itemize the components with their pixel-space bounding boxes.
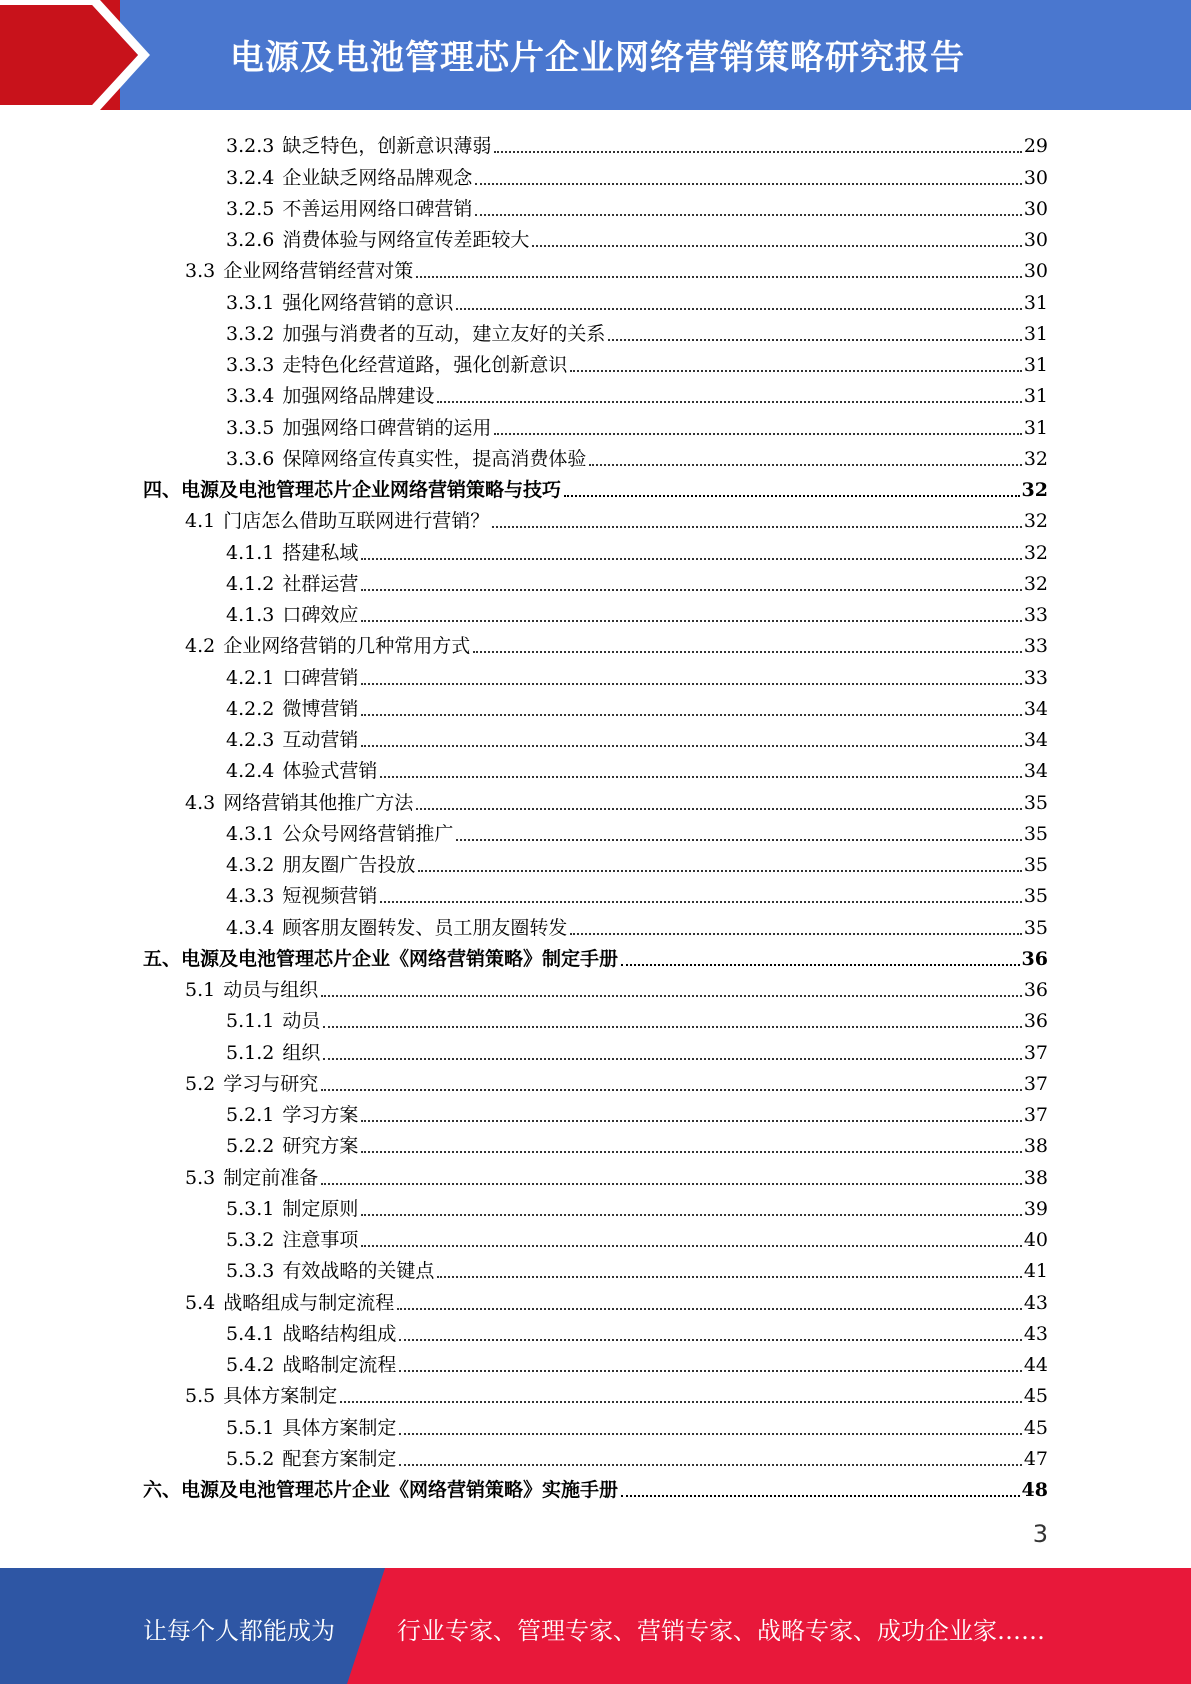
dot-leader	[361, 558, 1021, 560]
toc-entry-page: 30	[1023, 260, 1048, 283]
toc-entry-number: 4.2.4	[226, 760, 275, 783]
toc-entry-text: 配套方案制定	[282, 1447, 397, 1470]
toc-entry-label	[226, 1322, 396, 1346]
toc-entry-label	[185, 1072, 318, 1096]
dot-leader	[621, 1495, 1020, 1497]
dot-leader	[492, 526, 1022, 528]
dot-leader	[570, 370, 1021, 372]
toc-entry-page: 39	[1023, 1197, 1048, 1220]
toc-entry-label	[226, 447, 586, 471]
dot-leader	[361, 589, 1021, 591]
toc-entry-text: 具体方案制定	[223, 1385, 338, 1408]
toc-entry-page: 32	[1023, 510, 1048, 533]
toc-entry-text: 口碑营销	[282, 666, 359, 689]
toc-entry-label	[226, 884, 377, 908]
toc-entry-page: 32	[1021, 479, 1048, 501]
toc-entry-label	[226, 291, 453, 315]
toc-entry-text: 加强网络口碑营销的运用	[282, 416, 492, 439]
toc-entry-number: 4.3.1	[226, 822, 275, 845]
toc-entry-number: 4.2.1	[226, 666, 275, 689]
toc-entry-page: 35	[1023, 822, 1048, 845]
toc-entry-text: 强化网络营销的意识	[282, 291, 454, 314]
toc-entry-number: 3.3.2	[226, 322, 275, 345]
chevron-arrow-icon	[0, 0, 160, 110]
dot-leader	[361, 1120, 1021, 1122]
document-title: 电源及电池管理芯片企业网络营销策略研究报告	[230, 38, 965, 78]
toc-entry-page: 35	[1023, 885, 1048, 908]
toc-entry-page: 35	[1023, 791, 1048, 814]
dot-leader	[380, 901, 1021, 903]
toc-entry[interactable]	[0, 377, 1191, 408]
toc-entry-number: 3.3	[185, 260, 216, 283]
dot-leader	[361, 683, 1021, 685]
toc-entry-label	[226, 916, 567, 940]
page-number: 3	[1032, 1520, 1048, 1548]
toc-entry-page: 36	[1021, 947, 1048, 970]
toc-entry-label	[226, 1228, 358, 1252]
dot-leader	[361, 1214, 1021, 1216]
toc-entry-page: 32	[1023, 572, 1048, 595]
toc-entry[interactable]	[0, 1002, 1191, 1033]
toc-entry-label	[226, 384, 434, 408]
dot-leader	[608, 339, 1021, 341]
toc-entry-label	[226, 666, 358, 690]
toc-entry[interactable]	[0, 690, 1191, 721]
toc-entry[interactable]	[0, 1377, 1191, 1408]
toc-entry-number: 4.3	[185, 791, 216, 814]
toc-entry-number: 5.4	[185, 1291, 216, 1314]
toc-entry-label	[185, 1384, 337, 1408]
toc-entry-text: 企业网络营销的几种常用方式	[223, 635, 471, 658]
dot-leader	[361, 620, 1021, 622]
toc-entry-label	[226, 197, 472, 221]
dot-leader	[456, 308, 1021, 310]
toc-entry[interactable]	[0, 783, 1191, 814]
toc-entry-page: 45	[1023, 1416, 1048, 1439]
toc-entry-text: 六、电源及电池管理芯片企业《网络营销策略》实施手册	[143, 1479, 619, 1501]
toc-entry[interactable]	[0, 471, 1191, 502]
toc-entry-page: 33	[1023, 604, 1048, 626]
dot-leader	[589, 464, 1021, 466]
toc-entry-text: 注意事项	[282, 1229, 359, 1251]
toc-entry-text: 互动营销	[282, 729, 359, 751]
toc-entry-number: 5.4.1	[226, 1322, 275, 1345]
toc-entry[interactable]	[0, 721, 1191, 752]
toc-entry-label	[226, 353, 567, 377]
toc-entry-text: 组织	[282, 1041, 321, 1064]
toc-entry[interactable]	[0, 1440, 1191, 1471]
dot-leader	[399, 1433, 1021, 1435]
toc-entry-page: 30	[1023, 166, 1048, 189]
toc-entry-number: 3.2.4	[226, 166, 275, 189]
dot-leader	[418, 870, 1021, 872]
toc-entry-label	[226, 1103, 358, 1127]
toc-entry[interactable]	[0, 346, 1191, 377]
toc-entry-page: 35	[1023, 916, 1048, 939]
toc-entry-page: 34	[1023, 729, 1048, 751]
toc-entry-label	[226, 572, 358, 596]
dot-leader	[321, 1089, 1022, 1091]
toc-entry[interactable]	[0, 1033, 1191, 1064]
toc-entry[interactable]	[0, 1158, 1191, 1189]
toc-entry-number: 4.1	[185, 510, 216, 533]
dot-leader	[532, 245, 1021, 247]
toc-entry[interactable]	[0, 315, 1191, 346]
toc-entry[interactable]	[0, 940, 1191, 971]
toc-entry-label	[185, 791, 413, 815]
toc-entry-page: 31	[1023, 322, 1048, 345]
dot-leader	[570, 933, 1021, 935]
dot-leader	[475, 183, 1021, 185]
toc-entry-page: 37	[1023, 1072, 1048, 1095]
toc-entry-label	[226, 228, 529, 252]
toc-entry-label	[226, 822, 453, 846]
toc-entry-page: 40	[1023, 1229, 1048, 1251]
dot-leader	[437, 1276, 1021, 1278]
toc-entry-label	[185, 1166, 318, 1190]
toc-entry[interactable]	[0, 1471, 1191, 1502]
dot-leader	[397, 1308, 1022, 1310]
toc-entry[interactable]	[0, 502, 1191, 533]
toc-entry-number: 3.2.5	[226, 197, 275, 220]
dot-leader	[361, 714, 1021, 716]
toc-entry-number: 3.3.3	[226, 354, 275, 376]
toc-entry-text: 战略组成与制定流程	[223, 1291, 395, 1314]
toc-entry[interactable]	[0, 908, 1191, 939]
toc-entry[interactable]	[0, 1315, 1191, 1346]
dot-leader	[399, 1339, 1021, 1341]
toc-entry-page: 35	[1023, 854, 1048, 876]
footer-slogan-left: 让每个人都能成为	[143, 1617, 335, 1645]
toc-entry-number: 4.2.3	[226, 729, 275, 751]
toc-entry-number: 5.1.2	[226, 1041, 275, 1064]
toc-entry-page: 30	[1023, 197, 1048, 220]
toc-entry-label	[143, 947, 618, 971]
toc-entry[interactable]	[0, 1190, 1191, 1221]
toc-entry-label	[226, 166, 472, 190]
dot-leader	[380, 776, 1021, 778]
toc-entry-page: 44	[1023, 1354, 1048, 1376]
toc-entry-label	[226, 1134, 358, 1158]
toc-entry-text: 四、电源及电池管理芯片企业网络营销策略与技巧	[143, 479, 562, 501]
dot-leader	[361, 745, 1021, 747]
toc-entry-page: 33	[1023, 635, 1048, 658]
toc-entry[interactable]	[0, 971, 1191, 1002]
toc-entry-text: 门店怎么借助互联网进行营销？	[223, 510, 490, 533]
toc-entry-page: 43	[1023, 1291, 1048, 1314]
dot-leader	[564, 495, 1020, 497]
toc-entry[interactable]	[0, 1408, 1191, 1439]
toc-entry-text: 不善运用网络口碑营销	[282, 197, 473, 220]
toc-entry-page: 36	[1023, 979, 1048, 1001]
toc-entry-text: 网络营销其他推广方法	[223, 791, 414, 814]
toc-entry-label	[185, 634, 470, 658]
toc-entry-label	[226, 1259, 434, 1283]
toc-entry-text: 战略结构组成	[282, 1322, 397, 1345]
dot-leader	[456, 839, 1021, 841]
toc-entry-text: 口碑效应	[282, 604, 359, 626]
table-of-contents	[0, 127, 1191, 1502]
toc-entry-text: 加强网络品牌建设	[282, 385, 435, 408]
toc-entry-label	[226, 603, 358, 627]
toc-entry-label	[143, 478, 561, 502]
toc-entry-text: 学习与研究	[223, 1072, 319, 1095]
toc-entry-label	[226, 1416, 396, 1440]
dot-leader	[321, 995, 1022, 997]
toc-entry[interactable]	[0, 877, 1191, 908]
dot-leader	[494, 151, 1021, 153]
dot-leader	[437, 401, 1021, 403]
toc-entry-label	[143, 1478, 618, 1502]
toc-entry-text: 企业缺乏网络品牌观念	[282, 166, 473, 189]
toc-entry-page: 45	[1023, 1385, 1048, 1408]
toc-entry-text: 加强与消费者的互动，建立友好的关系	[282, 322, 606, 345]
toc-entry[interactable]	[0, 1346, 1191, 1377]
toc-entry-page: 31	[1023, 385, 1048, 408]
toc-entry-label	[226, 541, 358, 565]
toc-entry-label	[226, 759, 377, 783]
toc-entry-text: 动员与组织	[223, 979, 319, 1001]
toc-entry[interactable]	[0, 815, 1191, 846]
toc-entry-number: 5.2.1	[226, 1104, 275, 1126]
toc-entry-label	[226, 1197, 358, 1221]
toc-entry-label	[185, 978, 318, 1002]
toc-entry[interactable]	[0, 658, 1191, 689]
toc-entry-number: 5.5	[185, 1385, 216, 1408]
toc-entry-number: 5.1.1	[226, 1010, 275, 1033]
toc-entry-text: 制定原则	[282, 1197, 359, 1220]
toc-entry-label	[226, 322, 605, 346]
toc-entry-number: 4.3.4	[226, 916, 275, 939]
toc-entry-label	[226, 853, 415, 877]
toc-entry-page: 43	[1023, 1322, 1048, 1345]
toc-entry-text: 战略制定流程	[282, 1354, 397, 1376]
dot-leader	[494, 433, 1021, 435]
toc-entry-page: 38	[1023, 1166, 1048, 1189]
toc-entry[interactable]	[0, 1096, 1191, 1127]
toc-entry[interactable]	[0, 440, 1191, 471]
footer-banner	[0, 1568, 1191, 1684]
toc-entry-number: 4.3.3	[226, 885, 275, 908]
toc-entry-label	[226, 1009, 320, 1033]
toc-entry-text: 顾客朋友圈转发、员工朋友圈转发	[282, 916, 568, 939]
toc-entry-text: 具体方案制定	[282, 1416, 397, 1439]
toc-entry-page: 38	[1023, 1135, 1048, 1158]
toc-entry-number: 5.3.2	[226, 1229, 275, 1251]
toc-entry[interactable]	[0, 533, 1191, 564]
toc-entry-text: 研究方案	[282, 1135, 359, 1158]
toc-entry-number: 3.3.1	[226, 291, 275, 314]
toc-entry-label	[185, 509, 489, 533]
toc-entry-text: 五、电源及电池管理芯片企业《网络营销策略》制定手册	[143, 947, 619, 970]
toc-entry-label	[226, 728, 358, 752]
dot-leader	[399, 1370, 1021, 1372]
dot-leader	[473, 651, 1022, 653]
toc-entry-label	[226, 416, 491, 440]
toc-entry-number: 3.3.6	[226, 447, 275, 470]
toc-entry-text: 社群运营	[282, 572, 359, 595]
toc-entry-page: 31	[1023, 291, 1048, 314]
toc-entry[interactable]	[0, 127, 1191, 158]
toc-entry[interactable]	[0, 283, 1191, 314]
toc-entry-number: 4.1.2	[226, 572, 275, 595]
toc-entry-label	[226, 134, 491, 158]
toc-entry-number: 5.3.3	[226, 1260, 275, 1283]
dot-leader	[323, 1058, 1021, 1060]
toc-entry-text: 保障网络宣传真实性，提高消费体验	[282, 447, 587, 470]
toc-entry-number: 5.1	[185, 979, 216, 1001]
toc-entry-text: 走特色化经营道路，强化创新意识	[282, 354, 568, 376]
toc-entry-number: 4.3.2	[226, 854, 275, 876]
toc-entry-text: 消费体验与网络宣传差距较大	[282, 229, 530, 251]
toc-entry[interactable]	[0, 190, 1191, 221]
toc-entry-page: 37	[1023, 1041, 1048, 1064]
toc-entry-page: 31	[1023, 416, 1048, 439]
toc-entry-number: 5.4.2	[226, 1354, 275, 1376]
toc-entry[interactable]	[0, 1127, 1191, 1158]
toc-entry-page: 29	[1023, 135, 1048, 158]
toc-entry-text: 缺乏特色，创新意识薄弱	[282, 135, 492, 158]
toc-entry-text: 微博营销	[282, 697, 359, 720]
toc-entry-number: 5.5.1	[226, 1416, 275, 1439]
toc-entry-number: 3.2.3	[226, 135, 275, 158]
toc-entry[interactable]	[0, 846, 1191, 877]
dot-leader	[361, 1151, 1021, 1153]
toc-entry-number: 3.2.6	[226, 229, 275, 251]
toc-entry-number: 5.2	[185, 1072, 216, 1095]
dot-leader	[323, 1026, 1021, 1028]
toc-entry[interactable]	[0, 252, 1191, 283]
toc-entry-text: 学习方案	[282, 1104, 359, 1126]
toc-entry[interactable]	[0, 408, 1191, 439]
toc-entry-label	[226, 1447, 396, 1471]
toc-entry-page: 34	[1023, 760, 1048, 783]
toc-entry-number: 5.2.2	[226, 1135, 275, 1158]
toc-entry-number: 5.3.1	[226, 1197, 275, 1220]
toc-entry-page: 41	[1023, 1260, 1048, 1283]
toc-entry[interactable]	[0, 752, 1191, 783]
dot-leader	[416, 808, 1022, 810]
toc-entry-text: 企业网络营销经营对策	[223, 260, 414, 283]
toc-entry-page: 31	[1023, 354, 1048, 376]
toc-entry-page: 47	[1023, 1447, 1048, 1470]
toc-entry-number: 4.1.3	[226, 604, 275, 626]
dot-leader	[321, 1183, 1022, 1185]
toc-entry-label	[185, 259, 413, 283]
header-banner	[0, 0, 1191, 110]
toc-entry-text: 制定前准备	[223, 1166, 319, 1189]
toc-entry-page: 36	[1023, 1010, 1048, 1033]
toc-entry[interactable]	[0, 1065, 1191, 1096]
toc-entry-text: 短视频营销	[282, 885, 378, 908]
toc-entry-number: 4.1.1	[226, 541, 275, 564]
dot-leader	[416, 276, 1022, 278]
toc-entry-number: 3.3.5	[226, 416, 275, 439]
footer-slogan-right: 行业专家、管理专家、营销专家、战略专家、成功企业家……	[397, 1617, 1045, 1645]
toc-entry-page: 32	[1023, 541, 1048, 564]
toc-entry-label	[226, 1041, 320, 1065]
toc-entry[interactable]	[0, 565, 1191, 596]
toc-entry[interactable]	[0, 221, 1191, 252]
toc-entry[interactable]	[0, 1252, 1191, 1283]
toc-entry[interactable]	[0, 158, 1191, 189]
dot-leader	[475, 214, 1021, 216]
toc-entry-label	[226, 1353, 396, 1377]
toc-entry-label	[185, 1291, 394, 1315]
toc-entry-text: 搭建私域	[282, 541, 359, 564]
toc-entry-number: 3.3.4	[226, 385, 275, 408]
toc-entry-page: 33	[1023, 666, 1048, 689]
toc-entry-number: 5.5.2	[226, 1447, 275, 1470]
toc-entry-text: 动员	[282, 1010, 321, 1033]
toc-entry-text: 公众号网络营销推广	[282, 822, 454, 845]
dot-leader	[361, 1245, 1021, 1247]
toc-entry-number: 5.3	[185, 1166, 216, 1189]
toc-entry-text: 朋友圈广告投放	[282, 854, 416, 876]
toc-entry-label	[226, 697, 358, 721]
toc-entry-page: 48	[1021, 1479, 1048, 1501]
toc-entry[interactable]	[0, 627, 1191, 658]
dot-leader	[340, 1401, 1022, 1403]
toc-entry-text: 体验式营销	[282, 760, 378, 783]
dot-leader	[399, 1464, 1021, 1466]
toc-entry[interactable]	[0, 1283, 1191, 1314]
toc-entry-page: 30	[1023, 229, 1048, 251]
dot-leader	[621, 964, 1020, 966]
toc-entry[interactable]	[0, 596, 1191, 627]
toc-entry-number: 4.2	[185, 635, 216, 658]
toc-entry-text: 有效战略的关键点	[282, 1260, 435, 1283]
toc-entry-page: 32	[1023, 447, 1048, 470]
toc-entry[interactable]	[0, 1221, 1191, 1252]
toc-entry-number: 4.2.2	[226, 697, 275, 720]
toc-entry-page: 37	[1023, 1104, 1048, 1126]
toc-entry-page: 34	[1023, 697, 1048, 720]
